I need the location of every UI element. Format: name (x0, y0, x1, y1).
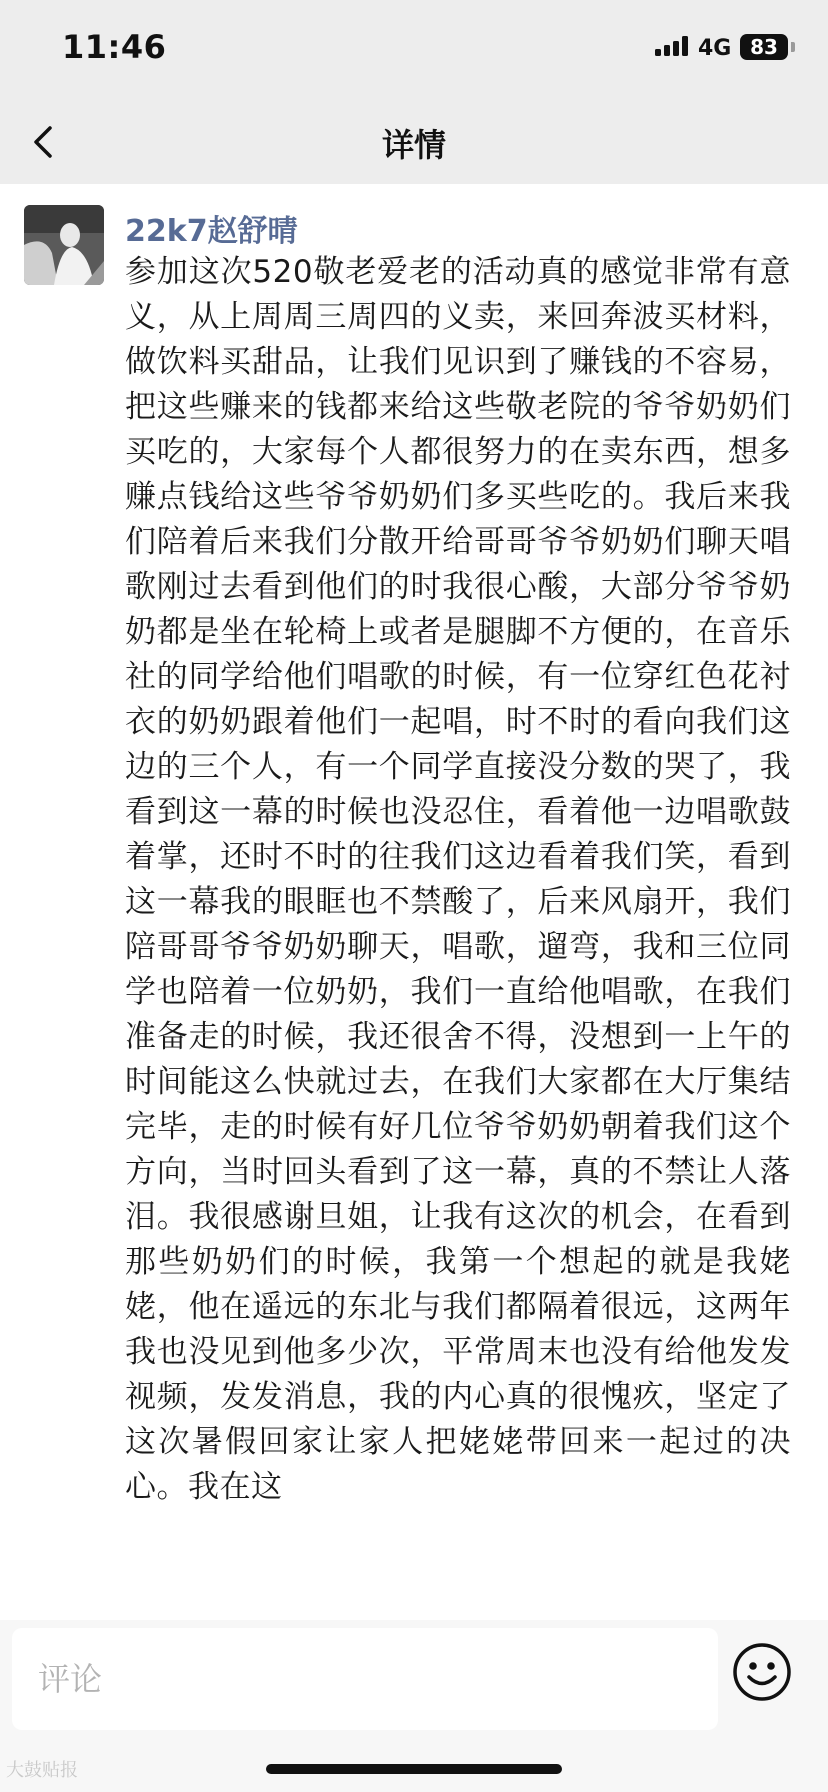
home-indicator[interactable] (266, 1764, 562, 1774)
battery-indicator: 83 (740, 34, 788, 60)
avatar-photo (24, 205, 104, 285)
smiley-face-icon[interactable] (730, 1640, 794, 1704)
status-bar (0, 0, 828, 100)
chevron-left-icon[interactable] (22, 116, 74, 168)
status-time: 11:46 (62, 28, 167, 66)
battery-cap (791, 42, 795, 52)
author-name[interactable]: 22k7赵舒晴 (125, 214, 298, 249)
comment-input[interactable] (12, 1628, 718, 1730)
avatar[interactable] (24, 205, 104, 285)
signal-bars-icon (655, 36, 689, 56)
post-content: 参加这次520敬老爱老的活动真的感觉非常有意义，从上周周三周四的义卖，来回奔波买材料，做饮料买甜品，让我们见识到了赚钱的不容易，把这些赚来的钱都来给这些敬老院的爷爷奶奶们买吃的，大家每个人都很努力的在卖东西，想多赚点钱给这些爷爷奶奶们多买些吃的。我后来我们陪着后来我们分散开给哥哥爷爷奶奶们聊天唱歌刚过去看到他们的时我很心酸，大部分爷爷奶奶都是坐在轮椅上或者是腿脚不方便的，在音乐社的同学给他们唱歌的时候，有一位穿红色花衬衣的奶奶跟着他们一起唱，时不时的看向我们这边的三个人，有一个同学直接没分数的哭了，我看到这一幕的时候也没忍住，看着他一边唱歌鼓着掌，还时不时的往我们这边看着我们笑，看到这一幕我的眼眶也不禁酸了，后来风扇开，我们陪哥哥爷爷奶奶聊天，唱歌，遛弯，我和三位同学也陪着一位奶奶，我们一直给他唱歌，在我们准备走的时候，我还很舍不得，没想到一上午的时间能这么快就过去，在我们大家都在大厅集结完毕，走的时候有好几位爷爷奶奶朝着我们这个方向，当时回头看到了这一幕，真的不禁让人落泪。我很感谢旦姐，让我有这次的机会，在看到那些奶奶们的时候，我第一个想起的就是我姥姥，他在遥远的东北与我们都隔着很远，这两年我也没见到他多少次，平常周末也没有给他发发视频，发发消息，我的内心真的很愧疚，坚定了这次暑假回家让家人把姥姥带回来一起过的决心。我在这 (125, 254, 791, 1505)
network-type: 4G (698, 36, 732, 61)
page-title: 详情 (381, 126, 446, 164)
watermark-text: 大鼓贴报 (6, 1760, 78, 1781)
nav-bar (0, 100, 828, 184)
